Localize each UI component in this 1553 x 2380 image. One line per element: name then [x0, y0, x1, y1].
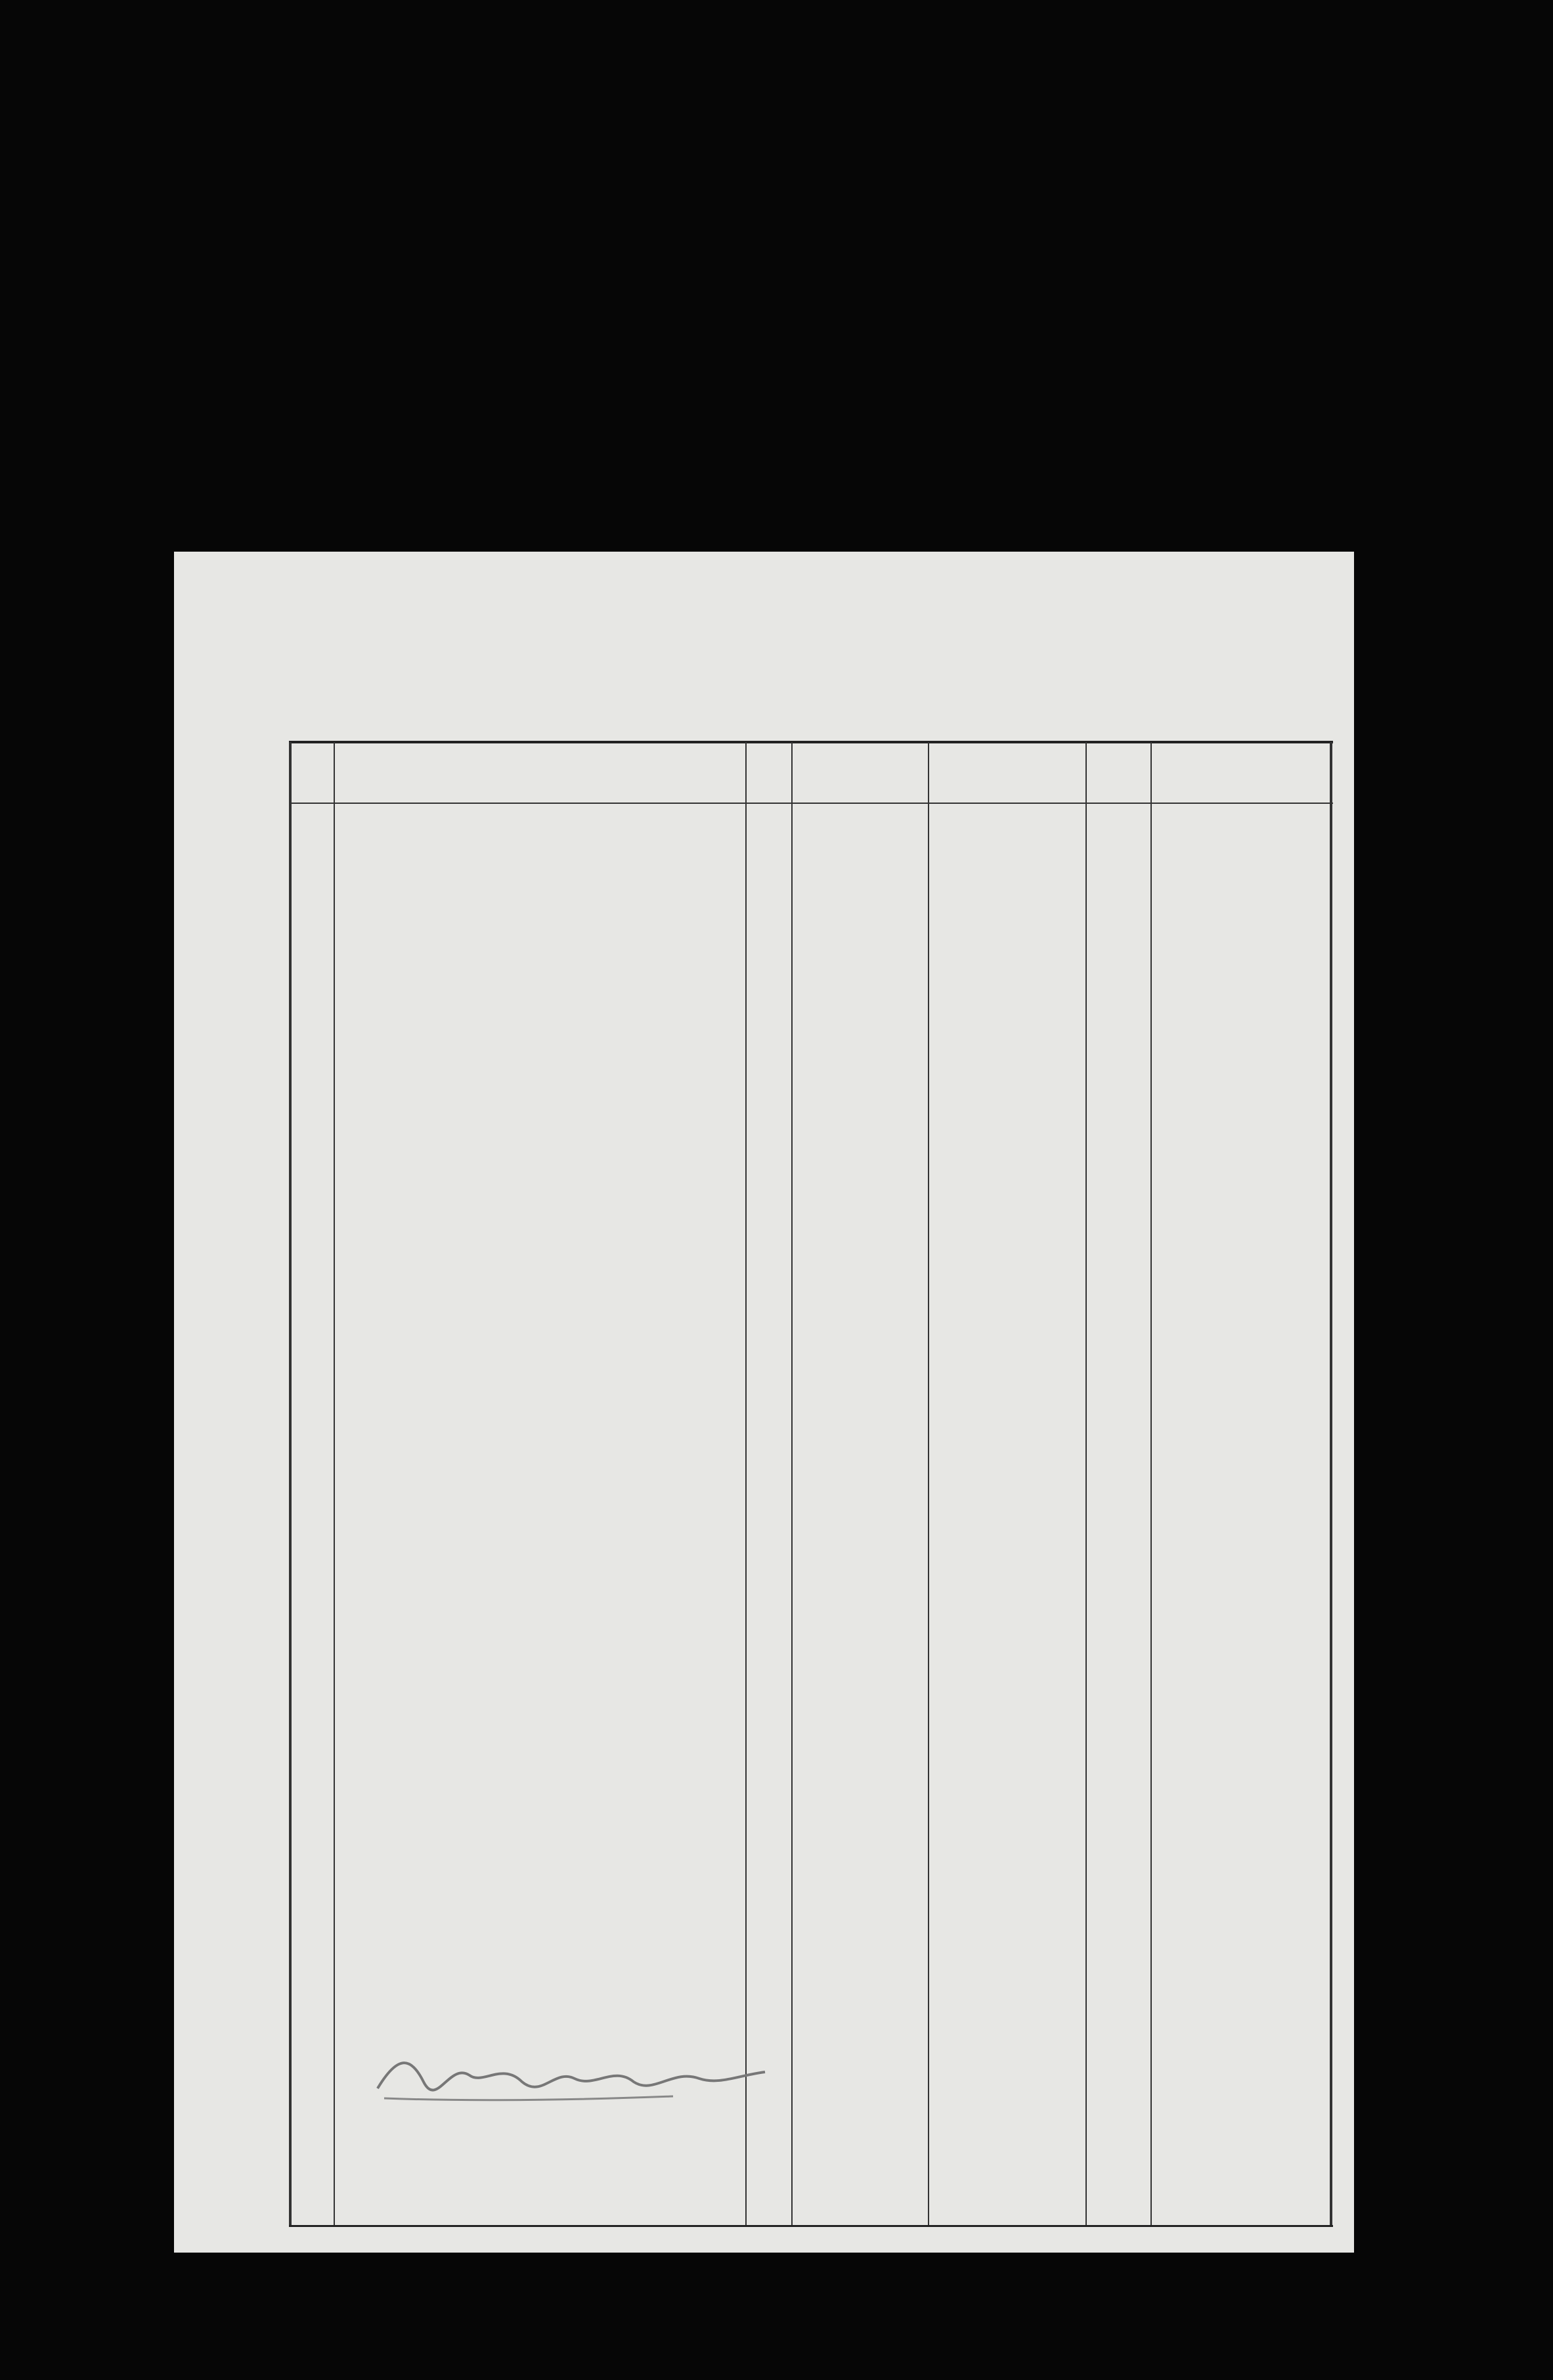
- handwritten-marks: [174, 552, 1354, 2253]
- manifest-sheet: [174, 552, 1354, 2253]
